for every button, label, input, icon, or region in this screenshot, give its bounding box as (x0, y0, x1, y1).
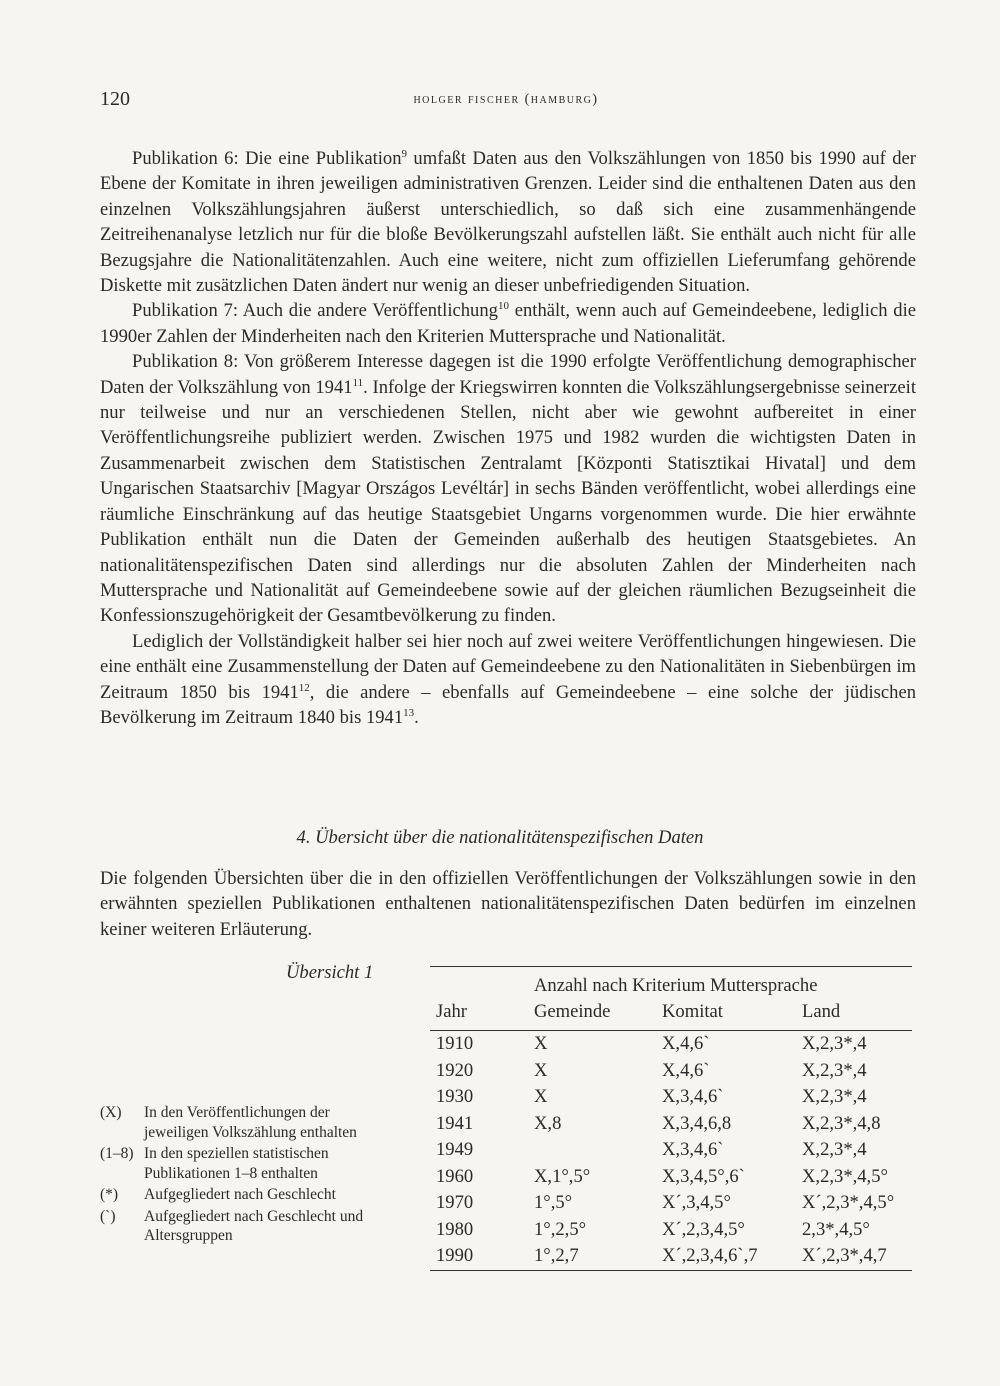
cell-land: X´,2,3*,4,7 (802, 1245, 887, 1266)
footnote-marker[interactable]: 12 (298, 681, 310, 694)
legend-text: In den speziellen statistischen Publikationen 1–8 enthalten (144, 1145, 329, 1182)
paragraph-text: . (414, 706, 419, 728)
legend-item (100, 1207, 392, 1246)
cell-jahr: 1941 (436, 1112, 474, 1134)
cell-gemeinde: X,8 (534, 1112, 562, 1134)
col-header-jahr: Jahr (436, 1001, 467, 1022)
overview-legend (100, 1103, 392, 1248)
cell-jahr: 1920 (436, 1059, 474, 1081)
cell-gemeinde: 1°,2,7 (534, 1245, 579, 1266)
table-row (430, 1060, 912, 1086)
cell-jahr: 1970 (436, 1192, 474, 1213)
legend-text: Aufgegliedert nach Geschlecht und Altersgruppen (144, 1207, 364, 1244)
cell-gemeinde: X (534, 1059, 548, 1081)
section-heading: 4. Übersicht über die nationalitätenspezifischen Daten (296, 827, 704, 848)
cell-gemeinde: 1°,5° (534, 1192, 573, 1213)
table-rule-top (430, 966, 912, 967)
legend-item (100, 1103, 392, 1142)
cell-gemeinde: 1°,2,5° (534, 1218, 587, 1240)
cell-komitat: X´,2,3,4,6`,7 (662, 1245, 758, 1266)
paragraph-text: , die andere – ebenfalls auf Gemeindeebene – eine solche der jüdischen Bevölkerung im Zeitraum 1840 bis 1941 (100, 681, 916, 728)
legend-text: Aufgegliedert nach Geschlecht (144, 1186, 336, 1203)
col-header-komitat: Komitat (662, 1001, 723, 1022)
cell-land: X,2,3*,4,8 (802, 1112, 881, 1134)
table-row (430, 1139, 912, 1165)
legend-item (100, 1185, 392, 1205)
cell-jahr: 1949 (436, 1139, 474, 1160)
legend-symbol: (*) (100, 1186, 119, 1203)
running-head: holger fischer (hamburg) (413, 92, 599, 107)
cell-land: X,2,3*,4,5° (802, 1165, 888, 1187)
paragraph-text: umfaßt Daten aus den Volkszählungen von 1850 bis 1990 auf der Ebene der Komitate in ihren jeweiligen administrativen Grenzen. Leider sind die enthaltenen Daten aus den einzelnen Volkszählungsjahren äußerst unterschiedlich, so daß sich eine zusammenhängende Zeitreihenanalyse letzlich nur für die bloße Bevölkerungszahl aufstellen läßt. Sie enthält auch nicht für alle Bezugsjahre die Nationalitätenzahlen. Auch eine weitere, nicht zum offiziellen Lieferumfang gehörende Diskette mit zusätzlichen Daten ändert nur wenig an dieser unbefriedigenden Situation. (100, 148, 917, 297)
cell-land: X´,2,3*,4,5° (802, 1192, 895, 1213)
footnote-marker[interactable]: 13 (403, 706, 415, 719)
paragraph-text: Publikation 8: Von größerem Interesse dagegen ist die 1990 erfolgte Veröffentlichung demographischer Daten der Volkszählung von 1941 (100, 351, 916, 398)
overview-title: Übersicht 1 (286, 962, 374, 983)
table-row (430, 1033, 912, 1059)
table-row (430, 1113, 912, 1139)
table-row (430, 1166, 912, 1192)
cell-komitat: X,3,4,5°,6` (662, 1165, 745, 1187)
body-paragraph (100, 146, 916, 298)
intro-paragraph: Die folgenden Übersichten über die in den offiziellen Veröffentlichungen der Volkszählungen sowie in den erwähnten speziellen Publikationen enthaltenen nationalitätenspezifischen Daten bedürfen im einzelnen keiner weiteren Erläuterung. (100, 868, 916, 940)
cell-jahr: 1980 (436, 1218, 474, 1240)
table-row (430, 1219, 912, 1245)
body-paragraph (100, 298, 916, 349)
footnote-marker[interactable]: 9 (401, 148, 407, 160)
col-header-gemeinde: Gemeinde (534, 1001, 611, 1022)
page-header (100, 88, 912, 118)
table-row (430, 1086, 912, 1112)
cell-land: X,2,3*,4 (802, 1033, 867, 1054)
cell-land: 2,3*,4,5° (802, 1218, 870, 1240)
body-text (100, 146, 916, 730)
cell-komitat: X,4,6` (662, 1059, 710, 1081)
paragraph-text: enthält, wenn auch auf Gemeindeebene, lediglich die 1990er Zahlen der Minderheiten nach den Kriterien Muttersprache und Nationalität. (100, 300, 916, 347)
cell-gemeinde: X (534, 1033, 548, 1054)
cell-land: X,2,3*,4 (802, 1086, 867, 1107)
footnote-marker[interactable]: 10 (497, 300, 509, 313)
legend-item (100, 1144, 392, 1183)
cell-land: X,2,3*,4 (802, 1059, 867, 1081)
cell-jahr: 1930 (436, 1086, 474, 1107)
cell-komitat: X´,2,3,4,5° (662, 1218, 745, 1240)
cell-jahr: 1990 (436, 1245, 474, 1266)
cell-komitat: X,3,4,6` (662, 1139, 724, 1160)
cell-gemeinde: X (534, 1086, 548, 1107)
legend-symbol: (1–8) (100, 1145, 134, 1162)
page-number: 120 (100, 88, 130, 110)
paragraph-text: . Infolge der Kriegswirren konnten die Volkszählungsergebnisse seinerzeit nur teilweise und nur an verschiedenen Stellen, nicht aber wie gewohnt aufbereitet in einer Veröffentlichungsreihe publiziert werden. Zwischen 1975 und 1982 wurden die wichtigsten Daten in Zusammenarbeit zwischen dem Statistischen Zentralamt [Központi Statisztikai Hivatal] und dem Ungarischen Staatsarchiv [Magyar Országos Levéltár] in sechs Bänden veröffentlicht, wobei allerdings eine räumliche Einschränkung auf das heutige Staatsgebiet Ungarns vorgenommen wurde. Die hier erwähnte Publikation enthält nun die Daten der Gemeinden außerhalb des heutigen Staatsgebietes. An nationalitätenspezifischen Daten sind allerdings nur die absoluten Zahlen der Minderheiten nach Muttersprache und Nationalität auf Gemeindeebene sowie auf der gleichen räumlichen Bezugseinheit die Konfessionszugehörigkeit der Gesamtbevölkerung zu finden. (100, 376, 916, 627)
cell-komitat: X´,3,4,5° (662, 1192, 731, 1213)
body-paragraph (100, 349, 916, 628)
cell-jahr: 1960 (436, 1165, 474, 1187)
footnote-marker[interactable]: 11 (352, 376, 364, 389)
paragraph-text: Publikation 6: Die eine Publikation (132, 148, 402, 169)
cell-land: X,2,3*,4 (802, 1139, 867, 1160)
legend-text: In den Veröffentlichungen der jeweiligen Volkszählung enthalten (144, 1104, 357, 1141)
cell-jahr: 1910 (436, 1033, 474, 1054)
paragraph-text: Lediglich der Vollständigkeit halber sei hier noch auf zwei weitere Veröffentlichungen hingewiesen. Die eine enthält eine Zusammenstellung der Daten auf Gemeindeebene zu den Nationalitäten in Siebenbürgen im Zeitraum 1850 bis 1941 (100, 630, 916, 703)
cell-komitat: X,3,4,6,8 (662, 1112, 732, 1134)
table-group-header: Anzahl nach Kriterium Muttersprache (534, 975, 818, 996)
col-header-land: Land (802, 1001, 841, 1022)
legend-symbol: (X) (100, 1104, 122, 1121)
legend-symbol: (`) (100, 1207, 116, 1225)
paragraph-text: Publikation 7: Auch die andere Veröffentlichung (132, 300, 498, 322)
cell-komitat: X,4,6` (662, 1033, 710, 1054)
cell-gemeinde: X,1°,5° (534, 1165, 591, 1187)
table-rule-mid (430, 1030, 912, 1031)
table-row (430, 1245, 912, 1271)
cell-komitat: X,3,4,6` (662, 1086, 724, 1107)
table-row (430, 1192, 912, 1218)
body-paragraph (100, 629, 916, 731)
